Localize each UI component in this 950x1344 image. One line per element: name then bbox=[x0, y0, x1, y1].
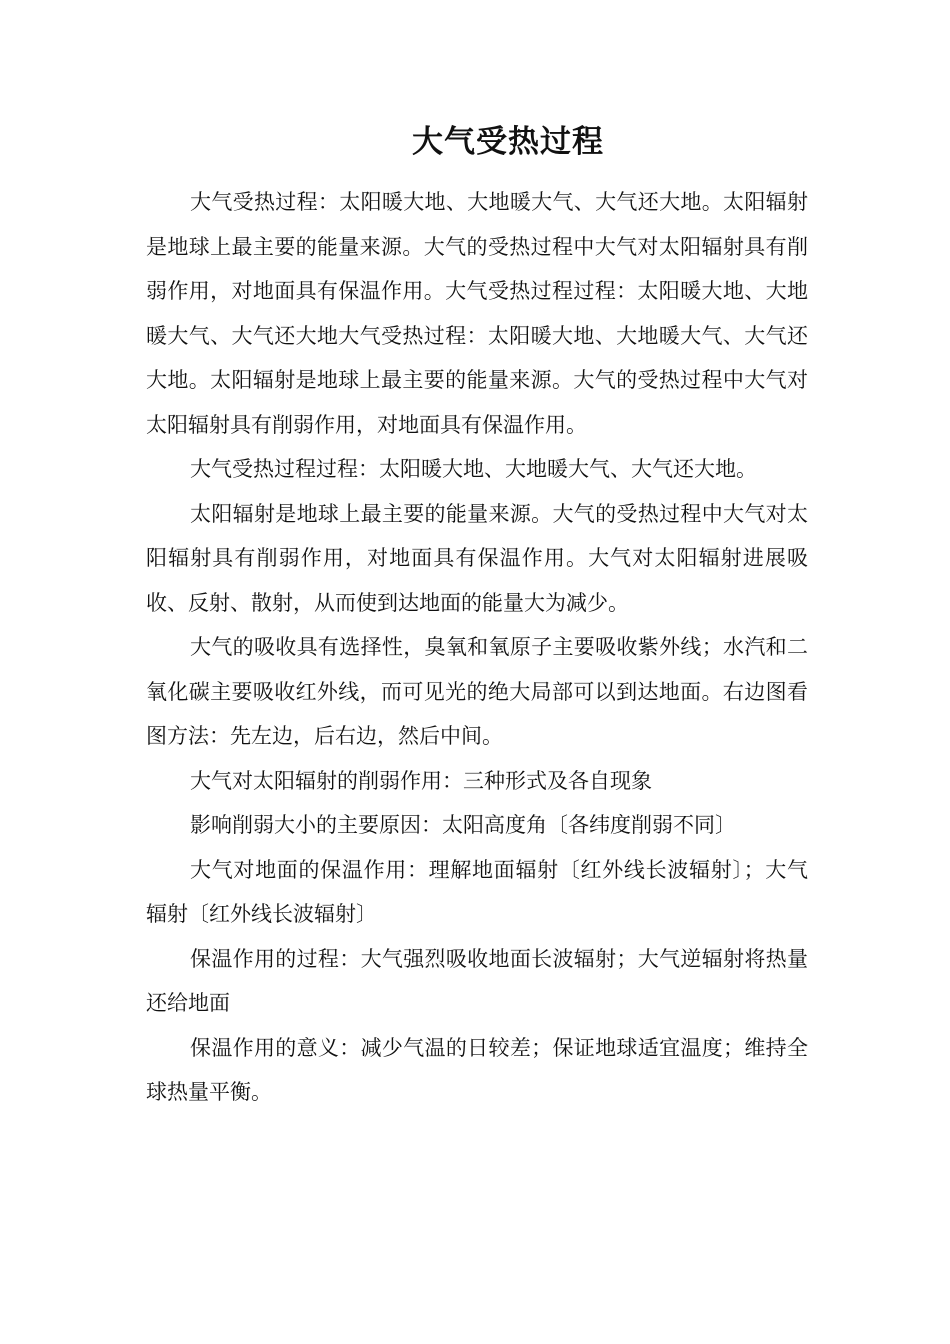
document-body bbox=[146, 180, 808, 1115]
paragraph-4: 大气的吸收具有选择性，臭氧和氧原子主要吸收紫外线；水汽和二氧化碳主要吸收红外线，而可见光的绝大局部可以到达地面。右边图看图方法：先左边，后右边，然后中间。 bbox=[146, 635, 808, 748]
paragraph-5: 大气对太阳辐射的削弱作用：三种形式及各自现象 bbox=[190, 768, 652, 793]
document-title: 大气受热过程 bbox=[412, 124, 604, 160]
paragraph-3: 太阳辐射是地球上最主要的能量来源。大气的受热过程中大气对太阳辐射具有削弱作用，对地面具有保温作用。大气对太阳辐射进展吸收、反射、散射，从而使到达地面的能量大为减少。 bbox=[146, 501, 808, 615]
paragraph-8: 保温作用的过程：大气强烈吸收地面长波辐射；大气逆辐射将热量还给地面 bbox=[146, 946, 808, 1015]
paragraph-9: 保温作用的意义：减少气温的日较差；保证地球适宜温度；维持全球热量平衡。 bbox=[146, 1035, 808, 1104]
paragraph-1: 大气受热过程：太阳暖大地、大地暖大气、大气还大地。太阳辐射是地球上最主要的能量来源。大气的受热过程中大气对太阳辐射具有削弱作用，对地面具有保温作用。大气受热过程过程：太阳暖大地、大地暖大气、大气还大地大气受热过程：太阳暖大地、大地暖大气、大气还大地。太阳辐射是地球上最主要的能量来源。大气的受热过程中大气对太阳辐射具有削弱作用，对地面具有保温作用。 bbox=[146, 190, 808, 437]
paragraph-6: 影响削弱大小的主要原因：太阳高度角〔各纬度削弱不同〕 bbox=[190, 813, 736, 837]
paragraph-2: 大气受热过程过程：太阳暖大地、大地暖大气、大气还大地。 bbox=[190, 457, 757, 481]
paragraph-7: 大气对地面的保温作用：理解地面辐射〔红外线长波辐射〕；大气辐射〔红外线长波辐射〕 bbox=[146, 857, 808, 926]
